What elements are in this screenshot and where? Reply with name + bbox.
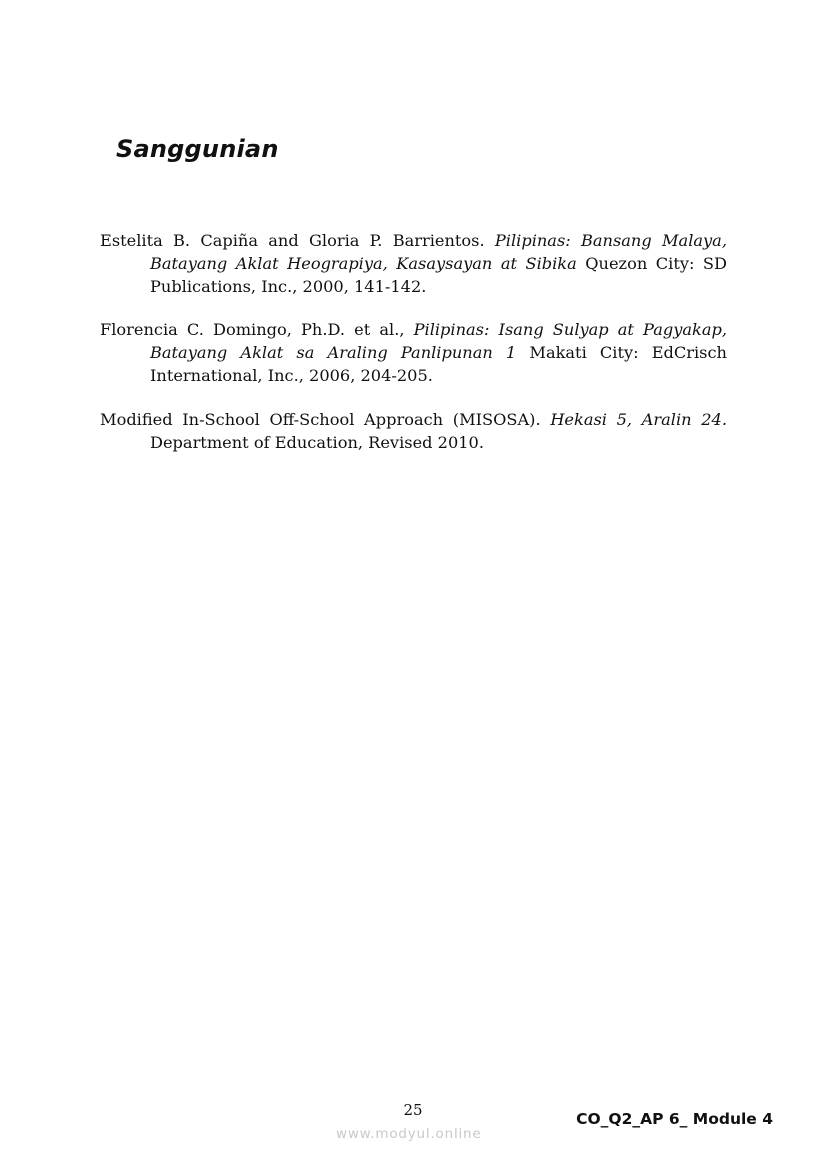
reference-publication: Quezon City: SD Publications, Inc., 2000, 141-142. <box>150 253 727 296</box>
page-title: Sanggunian <box>116 135 279 163</box>
module-code: CO_Q2_AP 6_ Module 4 <box>576 1110 773 1128</box>
reference-item <box>100 230 727 298</box>
reference-authors: Estelita B. Capiña and Gloria P. Barrientos. <box>100 231 485 250</box>
reference-item <box>100 409 727 455</box>
reference-publication: Makati City: EdCrisch International, Inc., 2006, 204-205. <box>150 343 727 385</box>
reference-authors: Modified In-School Off-School Approach (MISOSA). <box>100 409 541 429</box>
reference-list <box>100 230 727 475</box>
reference-title: Pilipinas: Bansang Malaya, Batayang Aklat Heograpiya, Kasaysayan at Sibika <box>150 231 727 273</box>
reference-authors: Florencia C. Domingo, Ph.D. et al., <box>100 320 405 340</box>
reference-title: Hekasi 5, Aralin 24. <box>550 409 727 429</box>
page-number: 25 <box>403 1101 423 1119</box>
reference-title: Pilipinas: Isang Sulyap at Pagyakap, Batayang Aklat sa Araling Panlipunan 1 <box>150 320 727 363</box>
watermark-text: www.modyul.online <box>336 1126 482 1142</box>
reference-publication: Department of Education, Revised 2010. <box>150 432 484 452</box>
reference-item <box>100 319 727 387</box>
